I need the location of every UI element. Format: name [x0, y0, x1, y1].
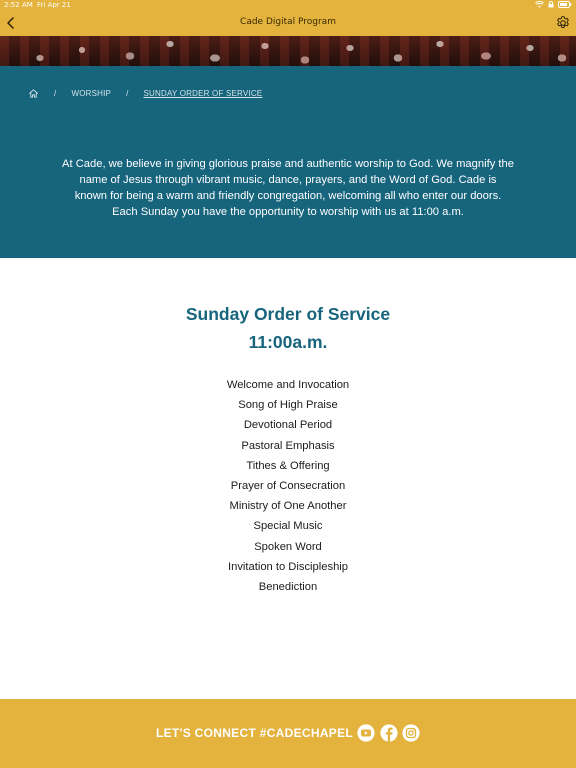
instagram-icon: [402, 724, 420, 742]
hero-image: [0, 36, 576, 66]
order-of-service-section: [0, 258, 576, 699]
status-bar: [0, 0, 576, 12]
connect-text: LET'S CONNECT #CADECHAPEL: [156, 726, 354, 740]
list-item: Devotional Period: [243, 419, 333, 432]
status-date: Fri Apr 21: [37, 1, 71, 9]
home-icon: [28, 88, 39, 99]
list-item: Pastoral Emphasis: [241, 439, 335, 452]
intro-section: [0, 66, 576, 258]
service-time: 11:00a.m.: [248, 332, 328, 352]
status-time: 2:52 AM: [4, 1, 33, 9]
service-title: Sunday Order of Service: [185, 304, 391, 324]
facebook-link[interactable]: [380, 724, 398, 742]
breadcrumb-separator: /: [126, 89, 129, 98]
list-item: Special Music: [253, 520, 323, 533]
list-item: Spoken Word: [254, 540, 322, 553]
intro-paragraph: At Cade, we believe in giving glorious praise and authentic worship to God. We magnify the name of Jesus through vibrant music, dance, prayers, and the Word of God. Cade is known for being a warm and friendly congregation, welcoming all who enter our doors. Each Sunday you have the opportunity to worship with us at 11:00 a.m.: [62, 158, 514, 218]
facebook-icon: [380, 724, 398, 742]
battery-icon: [558, 1, 572, 8]
breadcrumb-home[interactable]: [28, 88, 39, 99]
list-item: Welcome and Invocation: [226, 379, 350, 391]
breadcrumb-current[interactable]: SUNDAY ORDER OF SERVICE: [143, 89, 263, 98]
breadcrumb: [28, 88, 262, 99]
youtube-link[interactable]: [357, 724, 375, 742]
list-item: Song of High Praise: [238, 399, 338, 412]
list-item: Ministry of One Another: [229, 500, 347, 513]
list-item: Invitation to Discipleship: [227, 560, 348, 573]
status-indicators: [535, 1, 572, 8]
footer: [0, 699, 576, 768]
list-item: Tithes & Offering: [246, 459, 330, 472]
page-title: Cade Digital Program: [240, 17, 336, 27]
youtube-icon: [357, 724, 375, 742]
nav-bar: [0, 12, 576, 36]
list-item: Prayer of Consecration: [230, 479, 346, 492]
wifi-icon: [535, 1, 544, 8]
service-list: [0, 377, 576, 599]
breadcrumb-separator: /: [54, 89, 57, 98]
gear-icon: [555, 15, 571, 31]
breadcrumb-worship[interactable]: WORSHIP: [71, 89, 112, 98]
lock-rotation-icon: [548, 1, 554, 8]
list-item: Benediction: [258, 580, 318, 593]
instagram-link[interactable]: [402, 724, 420, 742]
settings-button[interactable]: [555, 15, 571, 31]
